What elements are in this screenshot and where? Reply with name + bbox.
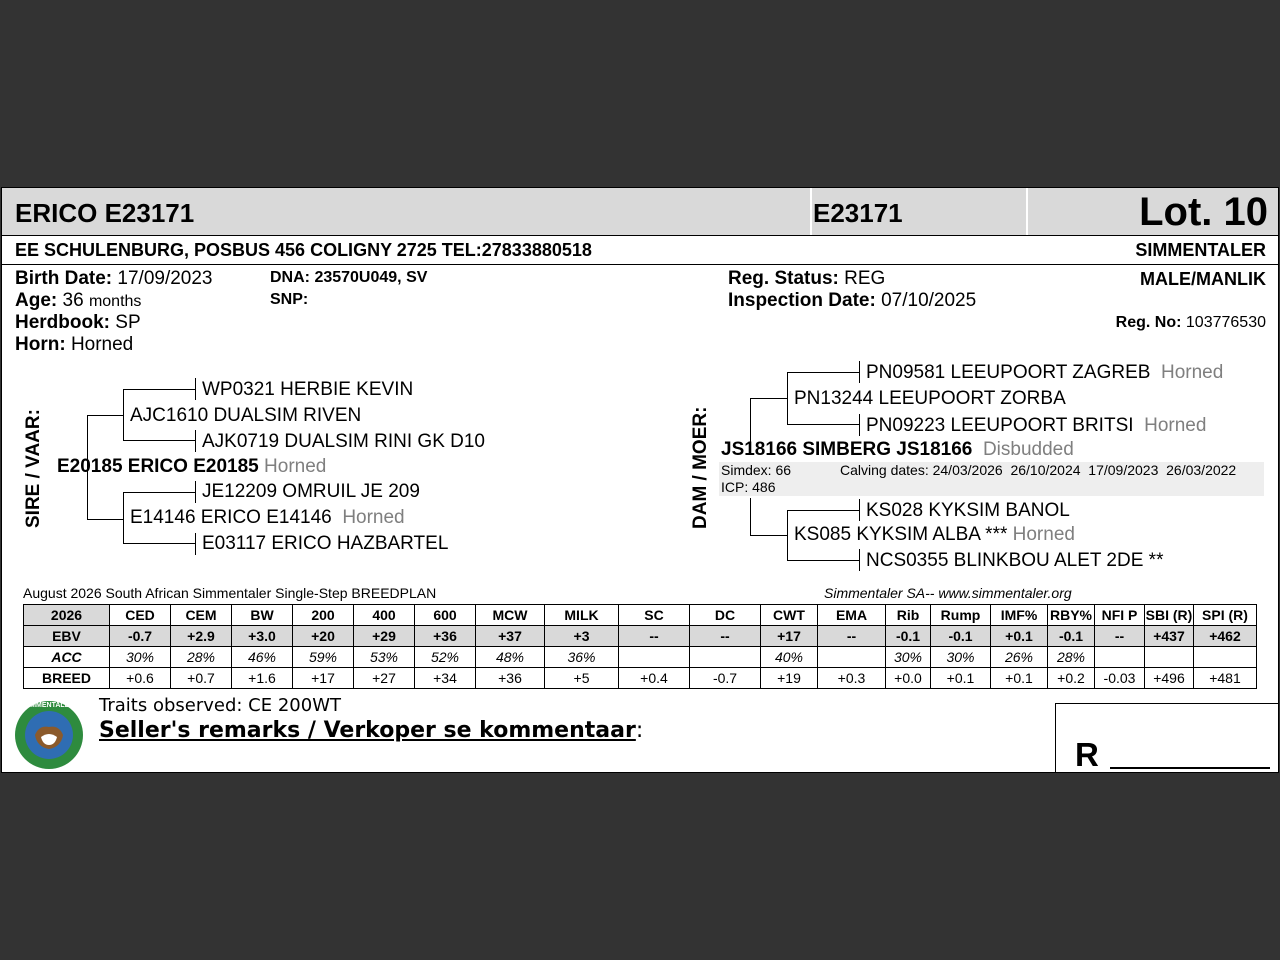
ebv-cell: -0.1 bbox=[1048, 626, 1095, 647]
ebv-header-cell: 600 bbox=[415, 605, 476, 626]
sire-name: E20185 ERICO E20185 bbox=[57, 456, 259, 477]
header-bar bbox=[2, 188, 1279, 235]
sire-dam-horn: Horned bbox=[342, 507, 405, 528]
ebv-header-cell: 200 bbox=[293, 605, 354, 626]
breed-avg-cell: BREED bbox=[24, 668, 110, 689]
acc-cell: 59% bbox=[293, 647, 354, 668]
dam-dam-horn: Horned bbox=[1012, 524, 1075, 545]
sire-dam-dam: E03117 ERICO HAZBARTEL bbox=[202, 533, 449, 554]
age-value: 36 bbox=[62, 290, 84, 311]
breedplan-source: Simmentaler SA-- www.simmentaler.org bbox=[824, 585, 1072, 601]
price-input-line bbox=[1110, 767, 1270, 769]
ebv-cell: -- bbox=[818, 626, 886, 647]
ebv-cell: +2.9 bbox=[171, 626, 232, 647]
breed-avg-cell: +17 bbox=[293, 668, 354, 689]
reg-no: 103776530 bbox=[1185, 314, 1266, 331]
breed-avg-cell: +19 bbox=[761, 668, 818, 689]
ebv-cell: +17 bbox=[761, 626, 818, 647]
sire-sire-dam: AJK0719 DUALSIM RINI GK D10 bbox=[202, 431, 485, 452]
dam-section-label: DAM / MOER: bbox=[690, 406, 711, 529]
acc-cell bbox=[690, 647, 761, 668]
herdbook-value: SP bbox=[115, 312, 141, 333]
ebv-header-cell: SBI (R) bbox=[1145, 605, 1194, 626]
ebv-cell: EBV bbox=[24, 626, 110, 647]
owner-info: EE SCHULENBURG, POSBUS 456 COLIGNY 2725 TEL:27833880518 bbox=[15, 240, 592, 260]
sire-horn: Horned bbox=[264, 456, 327, 477]
breed-avg-cell: +27 bbox=[354, 668, 415, 689]
snp-info: SNP: bbox=[270, 291, 309, 308]
age-line: Age: 36 months bbox=[15, 290, 142, 311]
dam-dam: KS085 KYKSIM ALBA *** bbox=[794, 524, 1008, 545]
acc-cell: 48% bbox=[476, 647, 545, 668]
breed-avg-cell: -0.03 bbox=[1095, 668, 1145, 689]
dam-simdex: Simdex: 66 bbox=[721, 462, 792, 478]
acc-row bbox=[24, 647, 1257, 668]
ebv-cell: +462 bbox=[1194, 626, 1257, 647]
horn-line: Horn: Horned bbox=[15, 334, 134, 355]
acc-cell: 30% bbox=[110, 647, 171, 668]
acc-cell bbox=[1145, 647, 1194, 668]
sire-dam-line bbox=[130, 507, 405, 529]
dam-sire-sire-horn: Horned bbox=[1160, 362, 1224, 383]
dam-horn: Disbudded bbox=[982, 439, 1074, 460]
ebv-header-cell: MCW bbox=[476, 605, 545, 626]
dam-sire-dam-horn: Horned bbox=[1144, 415, 1207, 436]
ebv-header-cell: CWT bbox=[761, 605, 818, 626]
acc-cell: 28% bbox=[1048, 647, 1095, 668]
ebv-header-cell: Rib bbox=[886, 605, 931, 626]
dna-info: DNA: 23570U049, SV bbox=[270, 269, 428, 286]
acc-cell bbox=[818, 647, 886, 668]
dam-dam-line bbox=[794, 524, 1075, 546]
ebv-cell: +0.1 bbox=[991, 626, 1048, 647]
breed-avg-cell: +0.3 bbox=[818, 668, 886, 689]
sire-name-line bbox=[57, 456, 326, 478]
birth-date-line: Birth Date: 17/09/2023 bbox=[15, 268, 213, 289]
ebv-header-cell: RBY% bbox=[1048, 605, 1095, 626]
breed-avg-cell: +36 bbox=[476, 668, 545, 689]
sire-dam: E14146 ERICO E14146 bbox=[130, 507, 332, 528]
ebv-header-row bbox=[24, 605, 1257, 626]
ebv-header-cell: EMA bbox=[818, 605, 886, 626]
ebv-header-cell: CED bbox=[110, 605, 171, 626]
breed-avg-cell: +481 bbox=[1194, 668, 1257, 689]
breed-avg-row bbox=[24, 668, 1257, 689]
price-box[interactable] bbox=[1055, 703, 1279, 773]
breed-avg-cell: +496 bbox=[1145, 668, 1194, 689]
dam-sire-dam: PN09223 LEEUPOORT BRITSI bbox=[866, 415, 1134, 436]
breed-avg-cell: +0.0 bbox=[886, 668, 931, 689]
inspection-date: 07/10/2025 bbox=[881, 290, 977, 311]
sellers-remarks-label: Seller's remarks / Verkoper se kommentaar bbox=[99, 718, 636, 743]
ebv-header-cell: 2026 bbox=[24, 605, 110, 626]
breed-avg-cell: +0.1 bbox=[991, 668, 1048, 689]
dam-sire: PN13244 LEEUPOORT ZORBA bbox=[794, 388, 1066, 409]
breedplan-title: August 2026 South African Simmentaler Single-Step BREEDPLAN bbox=[23, 585, 437, 601]
breed-avg-cell: +5 bbox=[545, 668, 619, 689]
ebv-header-cell: SC bbox=[619, 605, 690, 626]
animal-name: ERICO E23171 bbox=[15, 198, 195, 228]
sire-sire: AJC1610 DUALSIM RIVEN bbox=[130, 405, 362, 426]
ebv-cell: +37 bbox=[476, 626, 545, 647]
ebv-cell: +3.0 bbox=[232, 626, 293, 647]
acc-cell: ACC bbox=[24, 647, 110, 668]
reg-status-line: Reg. Status: REG bbox=[728, 268, 886, 289]
ebv-cell: -0.7 bbox=[110, 626, 171, 647]
breed-avg-cell: +0.1 bbox=[931, 668, 991, 689]
ebv-header-cell: 400 bbox=[354, 605, 415, 626]
acc-cell bbox=[1095, 647, 1145, 668]
sire-sire-sire: WP0321 HERBIE KEVIN bbox=[202, 379, 414, 400]
breed-avg-cell: +0.4 bbox=[619, 668, 690, 689]
dam-dam-dam: NCS0355 BLINKBOU ALET 2DE ** bbox=[866, 550, 1164, 571]
ebv-header-cell: DC bbox=[690, 605, 761, 626]
birth-date: 17/09/2023 bbox=[117, 268, 213, 289]
dam-calving-dates: Calving dates: 24/03/2026 26/10/2024 17/09/2023 26/03/2022 bbox=[840, 462, 1237, 478]
dam-sire-sire: PN09581 LEEUPOORT ZAGREB bbox=[866, 362, 1151, 383]
breed-avg-cell: +1.6 bbox=[232, 668, 293, 689]
lot-number: Lot. 10 bbox=[1139, 190, 1268, 234]
dam-name-line bbox=[721, 439, 1074, 461]
acc-cell: 30% bbox=[886, 647, 931, 668]
dam-icp: ICP: 486 bbox=[721, 479, 776, 495]
acc-cell: 52% bbox=[415, 647, 476, 668]
sire-section-label: SIRE / VAAR: bbox=[23, 409, 44, 528]
ebv-cell: +29 bbox=[354, 626, 415, 647]
ebv-header-cell: SPI (R) bbox=[1194, 605, 1257, 626]
ebv-header-cell: Rump bbox=[931, 605, 991, 626]
breed-avg-cell: +34 bbox=[415, 668, 476, 689]
acc-cell: 40% bbox=[761, 647, 818, 668]
herdbook-line: Herdbook: SP bbox=[15, 312, 141, 333]
dam-name: JS18166 SIMBERG JS18166 bbox=[721, 439, 973, 460]
lot-card bbox=[1, 187, 1279, 773]
ebv-cell: +20 bbox=[293, 626, 354, 647]
reg-no-line: Reg. No: 103776530 bbox=[1115, 314, 1266, 331]
breed-name: SIMMENTALER bbox=[1135, 240, 1266, 260]
acc-cell: 36% bbox=[545, 647, 619, 668]
ebv-header-cell: CEM bbox=[171, 605, 232, 626]
ebv-cell: -- bbox=[1095, 626, 1145, 647]
acc-cell: 30% bbox=[931, 647, 991, 668]
dam-dam-sire: KS028 KYKSIM BANOL bbox=[866, 500, 1070, 521]
sellers-remarks-line: Seller's remarks / Verkoper se kommentaar: bbox=[99, 718, 644, 743]
ebv-header-cell: NFI P bbox=[1095, 605, 1145, 626]
acc-cell bbox=[619, 647, 690, 668]
sex-label: MALE/MANLIK bbox=[1140, 269, 1266, 289]
ebv-cell: -0.1 bbox=[931, 626, 991, 647]
horn-value: Horned bbox=[70, 334, 134, 355]
simmentaler-logo bbox=[13, 699, 85, 771]
breed-avg-cell: +0.2 bbox=[1048, 668, 1095, 689]
acc-cell: 28% bbox=[171, 647, 232, 668]
dam-sire-sire-line bbox=[866, 362, 1223, 384]
ebv-cell: -- bbox=[619, 626, 690, 647]
ebv-table bbox=[23, 604, 1257, 689]
price-label: R bbox=[1075, 736, 1099, 773]
traits-observed: Traits observed: CE 200WT bbox=[99, 695, 341, 716]
breed-avg-cell: +0.6 bbox=[110, 668, 171, 689]
acc-cell bbox=[1194, 647, 1257, 668]
acc-cell: 53% bbox=[354, 647, 415, 668]
animal-id: E23171 bbox=[813, 198, 903, 228]
ebv-cell: -0.1 bbox=[886, 626, 931, 647]
sire-dam-sire: JE12209 OMRUIL JE 209 bbox=[202, 481, 420, 502]
logo-text: SIMMENTALER bbox=[23, 702, 75, 709]
dam-sire-dam-line bbox=[866, 415, 1206, 437]
inspection-line: Inspection Date: 07/10/2025 bbox=[728, 290, 977, 311]
ebv-header-cell: MILK bbox=[545, 605, 619, 626]
reg-status: REG bbox=[844, 268, 886, 289]
ebv-cell: +437 bbox=[1145, 626, 1194, 647]
ebv-header-cell: BW bbox=[232, 605, 293, 626]
breed-avg-cell: +0.7 bbox=[171, 668, 232, 689]
acc-cell: 46% bbox=[232, 647, 293, 668]
ebv-cell: -- bbox=[690, 626, 761, 647]
acc-cell: 26% bbox=[991, 647, 1048, 668]
ebv-header-cell: IMF% bbox=[991, 605, 1048, 626]
ebv-row bbox=[24, 626, 1257, 647]
breed-avg-cell: -0.7 bbox=[690, 668, 761, 689]
ebv-cell: +36 bbox=[415, 626, 476, 647]
ebv-cell: +3 bbox=[545, 626, 619, 647]
age-unit: months bbox=[88, 293, 142, 310]
